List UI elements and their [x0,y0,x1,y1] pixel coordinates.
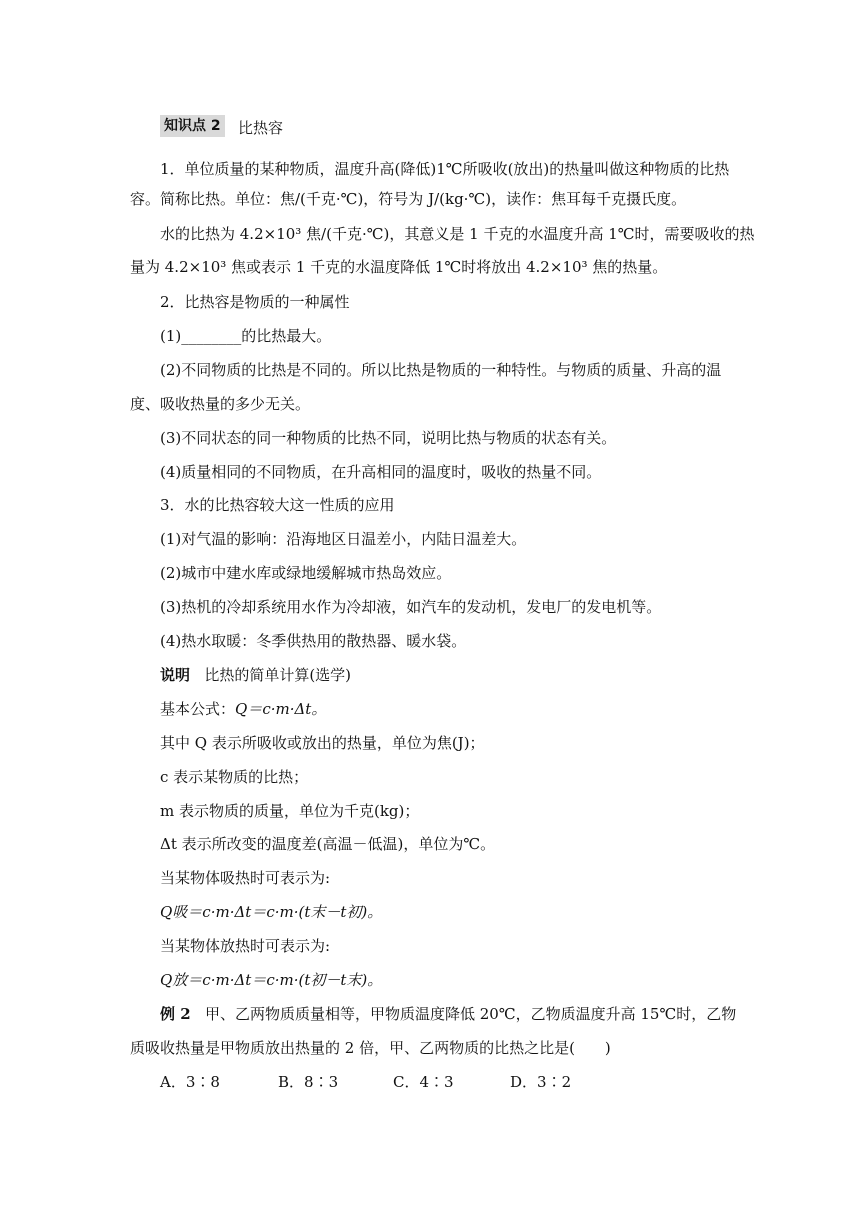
para-5-line-2: 度、吸收热量的多少无关。 [130,395,311,413]
q-definition: 其中 Q 表示所吸收或放出的热量，单位为焦(J)； [160,734,485,752]
example-text-1: 甲、乙两物质质量相等，甲物质温度降低 20℃，乙物质温度升高 15℃时，乙物 [204,1005,737,1023]
c-definition: c 表示某物质的比热； [160,768,309,786]
formula-line [160,699,326,719]
para-6: (3)不同状态的同一种物质的比热不同，说明比热与物质的状态有关。 [160,429,617,447]
para-9: (1)对气温的影响：沿海地区日温差小，内陆日温差大。 [160,530,527,548]
para-5-line-1: (2)不同物质的比热是不同的。所以比热是物质的一种特性。与物质的质量、升高的温 [160,361,722,379]
release-intro: 当某物体放热时可表示为: [160,937,331,955]
option-c[interactable]: C．4∶3 [393,1073,454,1091]
release-formula: Q放＝c·m·Δt＝c·m·(t初－t末)。 [160,971,383,989]
note-text: 比热的简单计算(选学) [204,666,352,684]
option-d[interactable]: D．3∶2 [510,1073,572,1091]
section-tag: 知识点 2 [160,115,225,137]
para-12: (4)热水取暖：冬季供热用的散热器、暖水袋。 [160,632,467,650]
formula-prefix: 基本公式： [160,700,236,718]
section-title: 比热容 [238,119,284,137]
para-3: 2．比热容是物质的一种属性 [160,293,350,311]
absorb-intro: 当某物体吸热时可表示为: [160,869,331,887]
para-2-line-1: 水的比热为 4.2×10³ 焦/(千克·℃)，其意义是 1 千克的水温度升高 1℃时，需要吸收的热 [160,225,755,243]
example-line-2: 质吸收热量是甲物质放出热量的 2 倍，甲、乙两物质的比热之比是( ) [130,1039,611,1057]
option-b[interactable]: B．8∶3 [278,1073,339,1091]
para-2-line-2: 量为 4.2×10³ 焦或表示 1 千克的水温度降低 1℃时将放出 4.2×10³ 焦的热量。 [130,258,668,276]
m-definition: m 表示物质的质量，单位为千克(kg)； [160,802,420,820]
example-label: 例 2 [160,1005,191,1023]
para-8: 3．水的比热容较大这一性质的应用 [160,496,395,514]
note-label: 说明 [160,666,191,684]
option-a[interactable]: A．3∶8 [160,1073,220,1091]
example-line-1 [160,1004,736,1024]
note-heading [160,665,351,685]
para-11: (3)热机的冷却系统用水作为冷却液，如汽车的发动机，发电厂的发电机等。 [160,598,662,616]
dt-definition: Δt 表示所改变的温度差(高温－低温)，单位为℃。 [160,835,496,853]
absorb-formula: Q吸＝c·m·Δt＝c·m·(t末－t初)。 [160,903,383,921]
para-1-line-2: 容。简称比热。单位：焦/(千克·℃)，符号为 J/(kg·℃)，读作：焦耳每千克摄氏度。 [130,190,687,208]
para-10: (2)城市中建水库或绿地缓解城市热岛效应。 [160,564,452,582]
para-1-line-1: 1．单位质量的某种物质，温度升高(降低)1℃所吸收(放出)的热量叫做这种物质的比热 [160,160,730,178]
para-7: (4)质量相同的不同物质，在升高相同的温度时，吸收的热量不同。 [160,463,602,481]
basic-formula: Q＝c·m·Δt。 [235,700,327,718]
para-4: (1)________的比热最大。 [160,327,332,345]
